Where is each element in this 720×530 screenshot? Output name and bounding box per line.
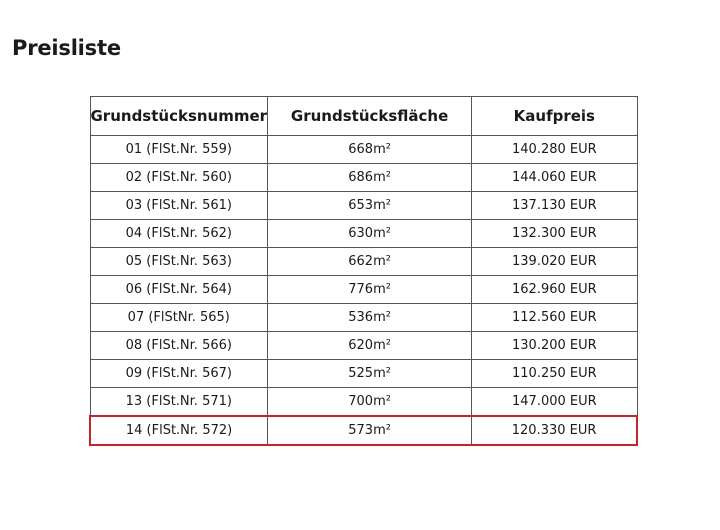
column-header-plot-area: Grundstücksfläche (268, 97, 472, 136)
plot-area-cell: 620m² (268, 332, 472, 360)
table-row (90, 248, 637, 276)
plot-area-cell: 662m² (268, 248, 472, 276)
page-title: Preisliste (12, 36, 121, 60)
plot-area-cell: 776m² (268, 276, 472, 304)
price-cell: 130.200 EUR (472, 332, 637, 360)
table-header-row (90, 97, 637, 136)
price-cell: 112.560 EUR (472, 304, 637, 332)
plot-number-cell: 14 (FlSt.Nr. 572) (90, 416, 268, 445)
plot-area-cell: 700m² (268, 388, 472, 417)
plot-area-cell: 630m² (268, 220, 472, 248)
plot-area-cell: 573m² (268, 416, 472, 445)
plot-number-cell: 04 (FlSt.Nr. 562) (90, 220, 268, 248)
price-cell: 110.250 EUR (472, 360, 637, 388)
price-cell: 132.300 EUR (472, 220, 637, 248)
plot-number-cell: 06 (FlSt.Nr. 564) (90, 276, 268, 304)
table-row (90, 360, 637, 388)
plot-area-cell: 653m² (268, 192, 472, 220)
table-row (90, 164, 637, 192)
plot-number-cell: 13 (FlSt.Nr. 571) (90, 388, 268, 417)
table-row (90, 388, 637, 417)
price-cell: 144.060 EUR (472, 164, 637, 192)
column-header-price: Kaufpreis (472, 97, 637, 136)
plot-area-cell: 525m² (268, 360, 472, 388)
column-header-plot-number: Grundstücksnummer (90, 97, 268, 136)
price-cell: 139.020 EUR (472, 248, 637, 276)
plot-number-cell: 09 (FlSt.Nr. 567) (90, 360, 268, 388)
table-row (90, 276, 637, 304)
plot-number-cell: 01 (FlSt.Nr. 559) (90, 136, 268, 164)
table-row (90, 332, 637, 360)
price-cell: 162.960 EUR (472, 276, 637, 304)
price-cell: 147.000 EUR (472, 388, 637, 417)
plot-area-cell: 536m² (268, 304, 472, 332)
table-row-highlighted (90, 416, 637, 445)
plot-number-cell: 03 (FlSt.Nr. 561) (90, 192, 268, 220)
plot-number-cell: 07 (FlStNr. 565) (90, 304, 268, 332)
table-row (90, 220, 637, 248)
table-row (90, 136, 637, 164)
price-table (89, 96, 638, 446)
price-cell: 140.280 EUR (472, 136, 637, 164)
table-row (90, 192, 637, 220)
plot-number-cell: 02 (FlSt.Nr. 560) (90, 164, 268, 192)
plot-number-cell: 08 (FlSt.Nr. 566) (90, 332, 268, 360)
plot-area-cell: 686m² (268, 164, 472, 192)
plot-number-cell: 05 (FlSt.Nr. 563) (90, 248, 268, 276)
price-cell: 137.130 EUR (472, 192, 637, 220)
table-row (90, 304, 637, 332)
table-body (90, 136, 637, 446)
price-cell: 120.330 EUR (472, 416, 637, 445)
plot-area-cell: 668m² (268, 136, 472, 164)
